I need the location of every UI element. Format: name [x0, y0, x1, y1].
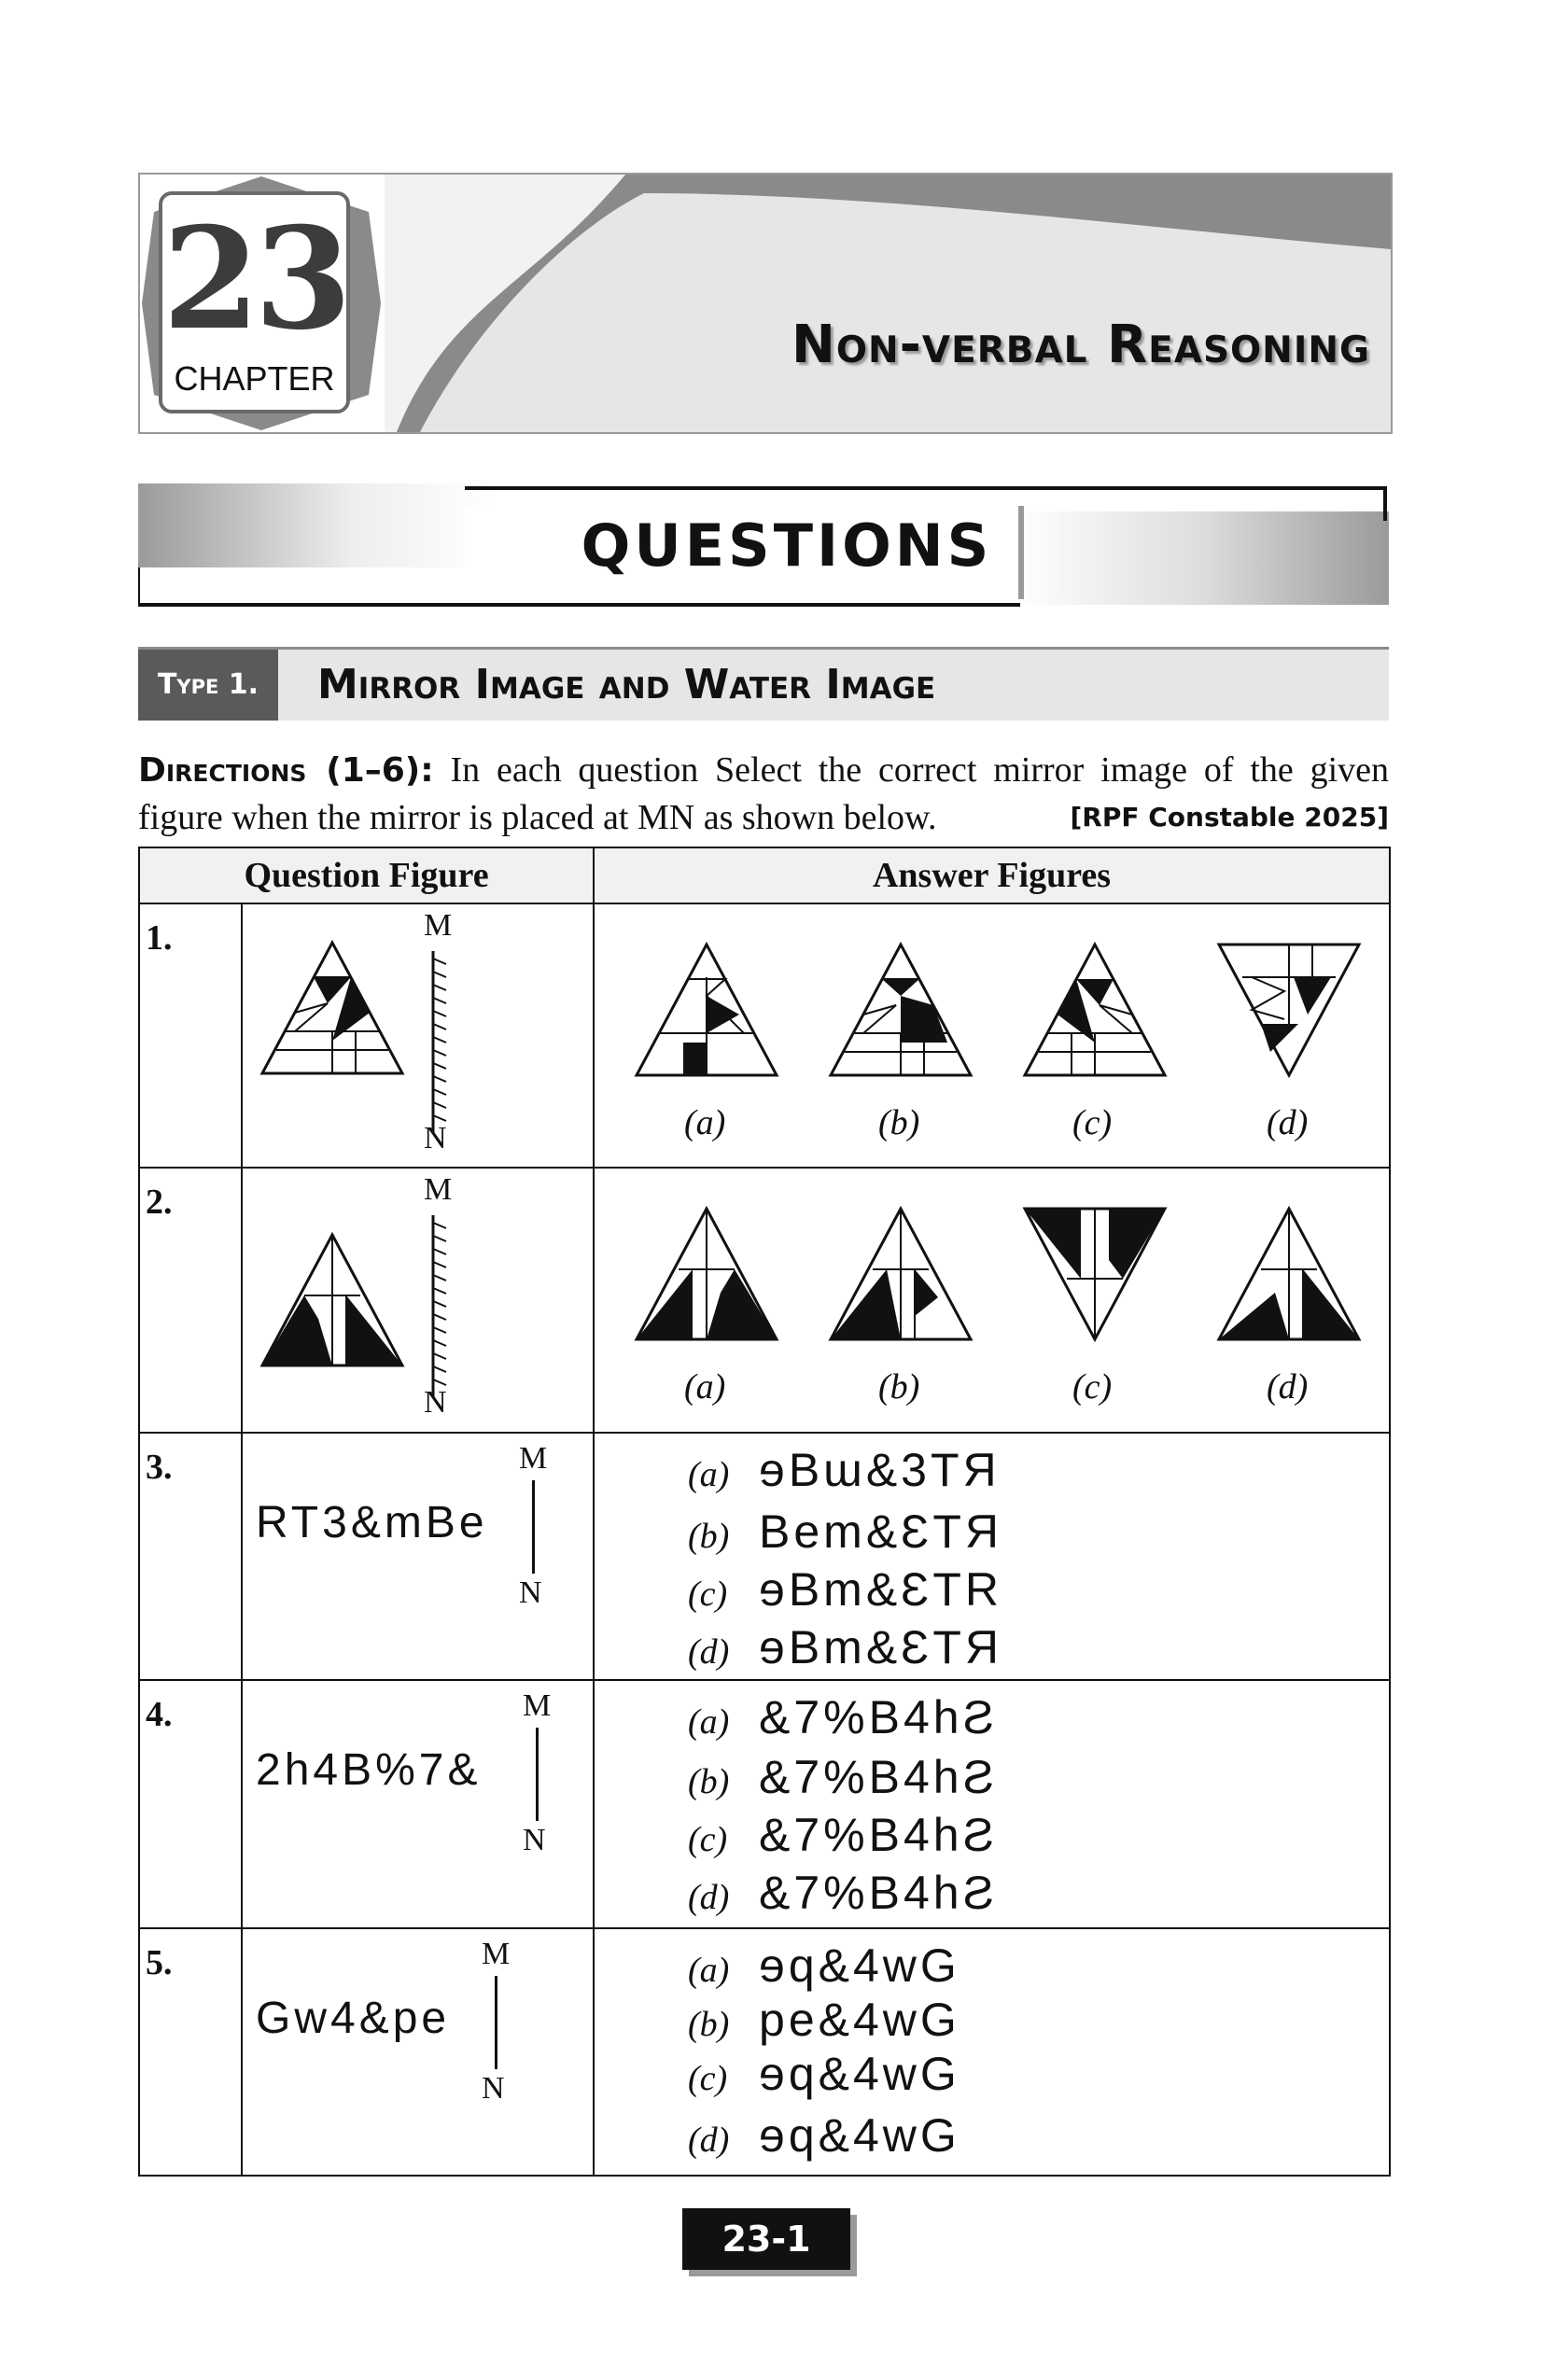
question-figure-cell: [242, 1680, 594, 1927]
option-label-b: (b): [878, 1103, 920, 1143]
option-text: ɘBm&ƐTR: [759, 1562, 1003, 1616]
question-figure-text: Gw4&pe: [256, 1993, 451, 2043]
option-label-b: (b): [878, 1367, 920, 1407]
option-a[interactable]: [688, 1443, 1001, 1497]
option-label: (a): [688, 1950, 730, 1990]
question-figure-cell: [242, 903, 594, 1168]
answer-figure-d[interactable]: [1214, 1204, 1364, 1344]
option-label-c: (c): [1072, 1103, 1113, 1143]
option-d[interactable]: [688, 1620, 1002, 1674]
chapter-label: CHAPTER: [174, 359, 335, 398]
answer-figures-cell: [594, 1168, 1390, 1432]
question-number: 2.: [139, 1168, 242, 1432]
option-b[interactable]: [688, 1505, 1002, 1559]
option-text: ɘq&4wG: [759, 1939, 960, 1992]
mirror-line: [495, 1976, 497, 2069]
directions-label: Directions (1–6):: [138, 751, 434, 790]
option-b[interactable]: [688, 1993, 960, 2047]
questions-title: QUESTIONS: [581, 511, 993, 580]
question-row: [139, 1433, 1390, 1680]
directions: [138, 747, 1389, 841]
answer-figure-d[interactable]: [1214, 940, 1364, 1080]
option-label: (b): [688, 2004, 730, 2044]
question-figure-cell: [242, 1433, 594, 1680]
questions-banner: [138, 483, 1389, 609]
option-label: (c): [688, 1820, 728, 1860]
question-table: [138, 847, 1391, 2177]
option-label: (a): [688, 1702, 730, 1743]
question-row: [139, 903, 1390, 1168]
answer-figure-b[interactable]: [826, 1204, 975, 1344]
page-number: 23-1: [682, 2208, 850, 2270]
option-d[interactable]: [688, 1866, 998, 1920]
header-answer-figures: Answer Figures: [594, 847, 1390, 903]
option-label: (c): [688, 1574, 728, 1614]
option-label-a: (a): [684, 1103, 726, 1143]
chapter-title: Non-verbal Reasoning: [791, 315, 1370, 375]
mirror-label-m: M: [519, 1440, 548, 1476]
option-label-d: (d): [1267, 1367, 1309, 1407]
option-label-c: (c): [1072, 1367, 1113, 1407]
answer-figure-c[interactable]: [1020, 1204, 1170, 1344]
question-row: [139, 1680, 1390, 1927]
mirror-label-n: N: [424, 1385, 447, 1421]
option-label: (b): [688, 1762, 730, 1802]
mirror-label-m: M: [482, 1936, 511, 1971]
triangle-figure: [258, 938, 407, 1078]
chapter-badge: [159, 191, 350, 413]
question-figure-cell: [242, 1168, 594, 1432]
type-label: Type 1.: [138, 650, 278, 721]
answer-figures-cell: [594, 903, 1390, 1168]
answer-options-cell: [594, 1433, 1390, 1680]
option-label: (c): [688, 2058, 728, 2098]
option-label-d: (d): [1267, 1103, 1309, 1143]
mirror-label-n: N: [482, 2070, 505, 2106]
source-tag: [RPF Constable 2025]: [1070, 802, 1389, 833]
option-label: (b): [688, 1516, 730, 1556]
answer-figure-a[interactable]: [632, 940, 781, 1080]
mirror-label-m: M: [424, 1172, 453, 1208]
mirror-line: [429, 1215, 450, 1397]
question-number: 3.: [139, 1433, 242, 1680]
option-text: ɘq&4wG: [759, 2108, 960, 2162]
option-text: ɘBm&ƐTЯ: [759, 1620, 1003, 1673]
option-text: ɘq&4wG: [759, 2047, 960, 2100]
question-figure-text: RT3&mBe: [256, 1497, 488, 1547]
type-title: Mirror Image and Water Image: [317, 661, 936, 708]
answer-figure-c[interactable]: [1020, 940, 1170, 1080]
option-text: ɘBɯ&3TЯ: [759, 1443, 1001, 1496]
question-figure-cell: [242, 1928, 594, 2176]
header-question-figure: Question Figure: [139, 847, 594, 903]
question-number: 1.: [139, 903, 242, 1168]
mirror-line: [536, 1728, 539, 1821]
option-text: &7%B4hƧ: [759, 1691, 998, 1744]
option-text: &7%B4hƧ: [759, 1867, 998, 1920]
option-label: (d): [688, 2120, 730, 2160]
question-number: 4.: [139, 1680, 242, 1927]
option-label-a: (a): [684, 1367, 726, 1407]
answer-figure-a[interactable]: [632, 1204, 781, 1344]
mirror-line: [429, 951, 450, 1133]
mirror-label-n: N: [424, 1121, 447, 1156]
question-row: [139, 1928, 1390, 2176]
option-text: &7%B4hƧ: [759, 1751, 998, 1804]
triangle-figure: [258, 1230, 407, 1370]
chapter-header: [138, 173, 1393, 434]
directions-text: In each question Select the correct mirror image of the given figure when the mirror is placed at MN as shown below.: [138, 750, 1390, 837]
answer-options-cell: [594, 1928, 1390, 2176]
question-figure-text: 2h4B%7&: [256, 1745, 482, 1796]
option-c[interactable]: [688, 1562, 1002, 1617]
question-row: [139, 1168, 1390, 1432]
answer-options-cell: [594, 1680, 1390, 1927]
mirror-label-m: M: [523, 1688, 552, 1724]
option-b[interactable]: [688, 1750, 998, 1804]
option-c[interactable]: [688, 2047, 960, 2101]
option-text: Bem&ƐTЯ: [759, 1505, 1003, 1558]
option-c[interactable]: [688, 1808, 998, 1862]
type-section-bar: [138, 647, 1389, 721]
mirror-label-n: N: [523, 1823, 546, 1858]
mirror-label-m: M: [424, 908, 453, 944]
option-label: (a): [688, 1454, 730, 1494]
option-d[interactable]: [688, 2108, 960, 2163]
option-a[interactable]: [688, 1690, 998, 1744]
option-label: (d): [688, 1631, 730, 1672]
mirror-label-n: N: [519, 1575, 542, 1610]
option-text: &7%B4hƧ: [759, 1809, 998, 1862]
answer-figure-b[interactable]: [826, 940, 975, 1080]
mirror-line: [532, 1480, 535, 1574]
option-label: (d): [688, 1878, 730, 1918]
question-number: 5.: [139, 1928, 242, 2176]
chapter-number: 23: [162, 197, 346, 361]
option-a[interactable]: [688, 1939, 960, 1993]
option-text: pe&4wG: [759, 1993, 960, 2046]
